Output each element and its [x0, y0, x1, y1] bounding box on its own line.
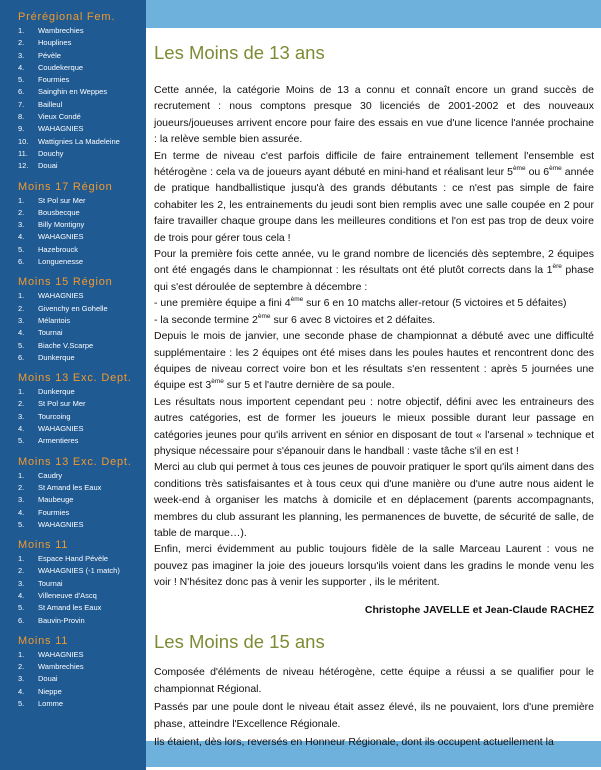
- rank-number: 1.: [18, 387, 25, 397]
- team-name: WAHAGNIES: [38, 649, 84, 659]
- team-name: Tourcoing: [38, 411, 71, 421]
- standings-row: [0, 37, 146, 49]
- team-name: WAHAGNIES: [38, 232, 84, 242]
- standings-row: [0, 256, 146, 268]
- rank-number: 1.: [18, 291, 25, 301]
- article2-paragraph: Passés par une poule dont le niveau était assez élevé, ils ne pouvaient, lors d'une première phase, atteindre l'Excellence Régionale.: [154, 700, 594, 731]
- standings-list: [0, 290, 146, 364]
- standings-section-title: Moins 13 Exc. Dept.: [18, 372, 132, 385]
- team-name: Espace Hand Pévèle: [38, 554, 109, 564]
- sidebar-standings: [0, 0, 146, 770]
- standings-section-title: Moins 11: [18, 634, 69, 647]
- rank-number: 10.: [18, 136, 29, 146]
- standings-row: [0, 219, 146, 231]
- standings-section-title: Moins 11: [18, 539, 69, 552]
- rank-number: 3.: [18, 411, 25, 421]
- rank-number: 2.: [18, 566, 25, 576]
- rank-number: 6.: [18, 352, 25, 362]
- standings-row: [0, 86, 146, 98]
- article1-list-item: - une première équipe a fini 4ème sur 6 en 10 matchs aller-retour (5 victoires et 5 défaites): [154, 296, 567, 310]
- team-name: Coudekerque: [38, 62, 84, 72]
- standings-row: [0, 649, 146, 661]
- article1-paragraph: Merci au club qui permet à tous ces jeunes de pouvoir pratiquer le sport qu'ils aiment dans des conditions très satisfaisantes et à tous ceux qui d'une manière ou d'une autre nous aident le week-end à organiser les matchs à domicile et en déplacement (parents accompagnants, membres du club assurant les planning, les permanences de buvette, de sécurité de salle, de table de marque…).: [154, 461, 594, 539]
- team-name: Billy Montigny: [38, 220, 85, 230]
- article1-paragraph: Cette année, la catégorie Moins de 13 a connu et connaît encore un grand succès de recrutement : nous comptons presque 30 licenciés de 2001-2002 et des nouveaux joueurs/joueuses arrivent encore pour faire des essais en vue d'une licence l'année prochaine : la relève semble bien assurée.: [154, 84, 594, 146]
- standings-row: [0, 470, 146, 482]
- team-name: Fourmies: [38, 75, 70, 85]
- rank-number: 1.: [18, 195, 25, 205]
- standings-row: [0, 661, 146, 673]
- standings-row: [0, 340, 146, 352]
- team-name: Douai: [38, 161, 58, 171]
- standings-row: [0, 423, 146, 435]
- team-name: Wambrechies: [38, 662, 84, 672]
- standings-row: [0, 303, 146, 315]
- standings-section: [0, 9, 146, 173]
- standings-row: [0, 195, 146, 207]
- standings-row: [0, 315, 146, 327]
- rank-number: 8.: [18, 112, 25, 122]
- standings-row: [0, 25, 146, 37]
- team-name: Vieux Condé: [38, 112, 81, 122]
- rank-number: 5.: [18, 519, 25, 529]
- team-name: Houplines: [38, 38, 72, 48]
- team-name: Longuenesse: [38, 257, 84, 267]
- rank-number: 3.: [18, 50, 25, 60]
- rank-number: 1.: [18, 649, 25, 659]
- rank-number: 4.: [18, 507, 25, 517]
- standings-section: [0, 274, 146, 364]
- team-name: Nieppe: [38, 686, 62, 696]
- standings-row: [0, 386, 146, 398]
- team-name: Wattignies La Madeleine: [38, 136, 120, 146]
- standings-row: [0, 207, 146, 219]
- team-name: Tournai: [38, 578, 63, 588]
- team-name: Sainghin en Weppes: [38, 87, 108, 97]
- team-name: Bailleul: [38, 99, 63, 109]
- standings-row: [0, 507, 146, 519]
- standings-row: [0, 160, 146, 172]
- team-name: Maubeuge: [38, 495, 74, 505]
- standings-row: [0, 244, 146, 256]
- rank-number: 3.: [18, 578, 25, 588]
- standings-row: [0, 435, 146, 447]
- rank-number: 2.: [18, 662, 25, 672]
- standings-list: [0, 25, 146, 173]
- article1-title: Les Moins de 13 ans: [154, 42, 325, 63]
- team-name: Tournai: [38, 328, 63, 338]
- standings-row: [0, 698, 146, 710]
- standings-section: [0, 537, 146, 627]
- rank-number: 3.: [18, 315, 25, 325]
- rank-number: 4.: [18, 424, 25, 434]
- team-name: St Pol sur Mer: [38, 399, 86, 409]
- standings-list: [0, 649, 146, 710]
- team-name: Bousbecque: [38, 207, 80, 217]
- standings-row: [0, 494, 146, 506]
- team-name: WAHAGNIES (-1 match): [38, 566, 120, 576]
- rank-number: 6.: [18, 257, 25, 267]
- article1-paragraph: En terme de niveau c'est parfois difficile de faire entrainement tellement l'ensemble est hétérogène : cela va de joueurs ayant débuté en mini-hand et réalisant leur 5ème ou 6ème année de pratique handballistique jusqu'à des grands débutants : ce n'est pas simple de faire cohabiter les 2, les entrainements du jeudi sont bien remplis avec une salle coupée en 2 pour faire travailler chaque groupe dans les meilleures conditions et l'on est pas trop de deux voire de trois pour gérer tous cela !: [154, 149, 594, 244]
- rank-number: 5.: [18, 699, 25, 709]
- standings-row: [0, 578, 146, 590]
- standings-section-title: Moins 17 Région: [18, 180, 113, 193]
- rank-number: 3.: [18, 495, 25, 505]
- article1-paragraph: Pour la première fois cette année, vu le grand nombre de licenciés dès septembre, 2 équipes ont été engagés dans le championnat : les résultats ont été plutôt corrects dans la 1ère phase qui s'est déroulée de septembre à décembre :: [154, 248, 594, 293]
- rank-number: 4.: [18, 62, 25, 72]
- standings-row: [0, 50, 146, 62]
- standings-row: [0, 411, 146, 423]
- standings-row: [0, 136, 146, 148]
- rank-number: 4.: [18, 686, 25, 696]
- top-banner: [146, 0, 601, 28]
- team-name: WAHAGNIES: [38, 291, 84, 301]
- rank-number: 6.: [18, 87, 25, 97]
- standings-row: [0, 290, 146, 302]
- rank-number: 5.: [18, 603, 25, 613]
- standings-section-title: Moins 13 Exc. Dept.: [18, 455, 132, 468]
- team-name: Armentieres: [38, 436, 79, 446]
- article1-paragraph: Les résultats nous importent cependant peu : notre objectif, défini avec les entraineurs des autres catégories, est de former les joueurs le mieux possible durant leur passage en catégories jeunes pour qu'ils arrivent en sénior en disposant de tout « l'arsenal » technique et physique nécessaire pour s'épanouir dans le handball : vaste tâche s'il en est !: [154, 395, 594, 457]
- standings-row: [0, 74, 146, 86]
- rank-number: 2.: [18, 207, 25, 217]
- team-name: Mélantois: [38, 315, 71, 325]
- standings-section: [0, 633, 146, 710]
- rank-number: 2.: [18, 303, 25, 313]
- article2-paragraph: Ils étaient, dès lors, reversés en Honneur Régionale, dont ils occupent actuellement la: [154, 735, 554, 748]
- standings-row: [0, 602, 146, 614]
- standings-row: [0, 123, 146, 135]
- team-name: Hazebrouck: [38, 244, 79, 254]
- team-name: Wambrechies: [38, 26, 84, 35]
- standings-row: [0, 111, 146, 123]
- rank-number: 4.: [18, 232, 25, 242]
- rank-number: 12.: [18, 161, 29, 171]
- team-name: Dunkerque: [38, 352, 75, 362]
- rank-number: 5.: [18, 436, 25, 446]
- standings-row: [0, 327, 146, 339]
- standings-row: [0, 519, 146, 531]
- team-name: Caudry: [38, 470, 63, 480]
- standings-section-title: Moins 15 Région: [18, 276, 113, 289]
- team-name: Givenchy en Gohelle: [38, 303, 108, 313]
- main-content: [154, 28, 594, 751]
- standings-section: [0, 179, 146, 269]
- standings-row: [0, 590, 146, 602]
- team-name: St Amand les Eaux: [38, 482, 102, 492]
- rank-number: 1.: [18, 26, 25, 35]
- rank-number: 5.: [18, 75, 25, 85]
- team-name: Bauvin-Provin: [38, 615, 85, 625]
- team-name: WAHAGNIES: [38, 519, 84, 529]
- team-name: St Pol sur Mer: [38, 195, 86, 205]
- team-name: Douchy: [38, 148, 64, 158]
- rank-number: 4.: [18, 328, 25, 338]
- team-name: Biache V.Scarpe: [38, 340, 94, 350]
- rank-number: 5.: [18, 244, 25, 254]
- rank-number: 6.: [18, 615, 25, 625]
- standings-row: [0, 553, 146, 565]
- article2-paragraph: Composée d'éléments de niveau hétérogène, cette équipe a réussi a se qualifier pour le championnat Régional.: [154, 665, 594, 696]
- rank-number: 1.: [18, 470, 25, 480]
- team-name: Dunkerque: [38, 387, 75, 397]
- team-name: WAHAGNIES: [38, 124, 84, 134]
- team-name: Fourmies: [38, 507, 70, 517]
- standings-row: [0, 565, 146, 577]
- rank-number: 2.: [18, 399, 25, 409]
- standings-row: [0, 99, 146, 111]
- standings-section-title: Prérégional Fem.: [18, 11, 116, 23]
- standings-row: [0, 231, 146, 243]
- rank-number: 7.: [18, 99, 25, 109]
- standings-row: [0, 482, 146, 494]
- rank-number: 2.: [18, 482, 25, 492]
- article2-title: Les Moins de 15 ans: [154, 630, 325, 652]
- team-name: Lomme: [38, 699, 64, 709]
- standings-list: [0, 553, 146, 627]
- standings-row: [0, 686, 146, 698]
- standings-row: [0, 615, 146, 627]
- article1-list-item: - la seconde termine 2ème sur 6 avec 8 victoires et 2 défaites.: [154, 312, 436, 326]
- rank-number: 2.: [18, 38, 25, 48]
- team-name: St Amand les Eaux: [38, 603, 102, 613]
- standings-list: [0, 386, 146, 447]
- rank-number: 3.: [18, 220, 25, 230]
- rank-number: 5.: [18, 340, 25, 350]
- standings-row: [0, 62, 146, 74]
- standings-row: [0, 352, 146, 364]
- standings-section: [0, 454, 146, 531]
- standings-section: [0, 370, 146, 447]
- article1-signature: Christophe JAVELLE et Jean-Claude RACHEZ: [364, 603, 594, 616]
- article1-paragraph: Depuis le mois de janvier, une seconde phase de championnat a débuté avec une difficulté supplémentaire : les 2 équipes ont été mises dans les poules hautes et rencontrent donc des équipes de niveau correct voire bon et les résultats s'en ressentent : après 5 journées une équipe est 3ème sur 5 et l'autre dernière de sa poule.: [154, 330, 594, 392]
- rank-number: 1.: [18, 554, 25, 564]
- standings-row: [0, 398, 146, 410]
- team-name: Douai: [38, 674, 58, 684]
- standings-list: [0, 470, 146, 531]
- standings-list: [0, 195, 146, 269]
- rank-number: 3.: [18, 674, 25, 684]
- rank-number: 9.: [18, 124, 25, 134]
- rank-number: 4.: [18, 590, 25, 600]
- team-name: Pévèle: [38, 50, 61, 60]
- team-name: Villeneuve d'Ascq: [38, 590, 97, 600]
- team-name: WAHAGNIES: [38, 424, 84, 434]
- standings-row: [0, 673, 146, 685]
- standings-row: [0, 148, 146, 160]
- rank-number: 11.: [18, 148, 28, 158]
- article1-paragraph: Enfin, merci évidemment au public toujours fidèle de la salle Marceau Laurent : vous ne pouvez pas imaginer la joie des joueurs lorsqu'ils voient dans les gradins le monde venu les voir ! N'hésitez donc pas à venir les supporter , ils le méritent.: [154, 543, 594, 589]
